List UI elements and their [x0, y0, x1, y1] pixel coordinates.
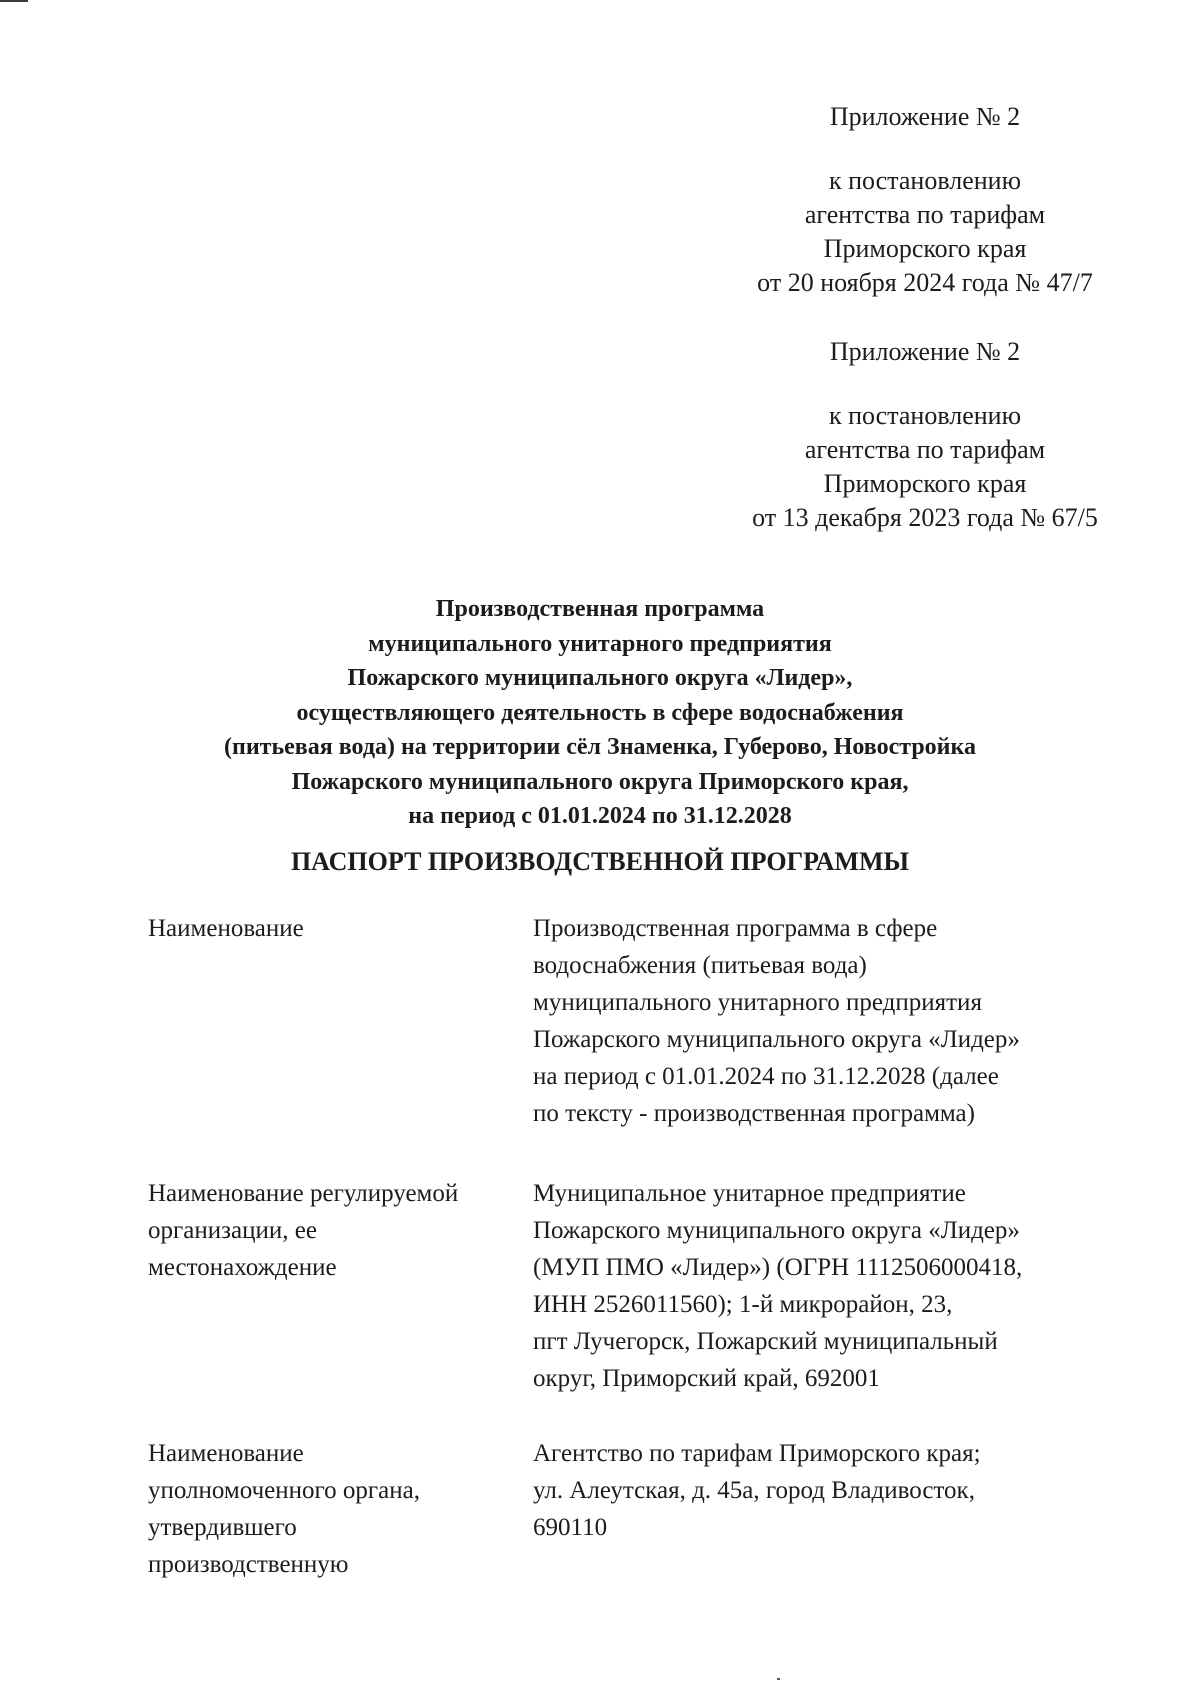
label-line: Наименование: [148, 915, 304, 942]
passport-heading: ПАСПОРТ ПРОИЗВОДСТВЕННОЙ ПРОГРАММЫ: [290, 847, 910, 876]
label-line: производственную: [148, 1551, 349, 1578]
annex-line: к постановлению: [828, 166, 1022, 195]
value-line: ул. Алеутская, д. 45а, город Владивосток,: [533, 1477, 975, 1504]
program-title-line: осуществляющего деятельность в сфере водоснабжения: [296, 699, 904, 726]
passport-row-value: [533, 1175, 1093, 1397]
annex-line: к постановлению: [828, 401, 1022, 430]
value-line: Производственная программа в сфере: [533, 915, 938, 942]
value-line: (МУП ПМО «Лидер») (ОГРН 1112506000418,: [533, 1254, 1023, 1281]
passport-row-label: [148, 1175, 528, 1286]
value-line: на период с 01.01.2024 по 31.12.2028 (далее: [533, 1063, 999, 1090]
annex-date-line: от 13 декабря 2023 года № 67/5: [752, 503, 1098, 532]
value-line: 690110: [533, 1514, 608, 1541]
value-line: Пожарского муниципального округа «Лидер»: [533, 1217, 1020, 1244]
value-line: Пожарского муниципального округа «Лидер»: [533, 1026, 1020, 1053]
label-line: уполномоченного органа,: [148, 1477, 420, 1504]
value-line: Муниципальное унитарное предприятие: [533, 1180, 966, 1207]
label-line: организации, ее: [148, 1217, 317, 1244]
annex-block-previous: [705, 335, 1145, 535]
program-title-line: (питьевая вода) на территории сёл Знаменка, Губерово, Новостройка: [224, 734, 976, 760]
annex-block-current: [705, 100, 1145, 300]
scan-corner-mark: [0, 0, 28, 2]
annex-line: Приморского края: [823, 469, 1027, 498]
annex-line: Приморского края: [823, 234, 1027, 263]
annex-title: Приложение № 2: [829, 102, 1021, 131]
passport-row-value: [533, 910, 1093, 1132]
annex-date-line: от 20 ноября 2024 года № 47/7: [757, 268, 1093, 297]
passport-row-label: [148, 1435, 528, 1583]
label-line: местонахождение: [148, 1254, 337, 1281]
value-line: Агентство по тарифам Приморского края;: [533, 1440, 981, 1467]
value-line: округ, Приморский край, 692001: [533, 1365, 880, 1392]
program-title-line: Пожарского муниципального округа Приморского края,: [291, 768, 909, 795]
label-line: утвердившего: [148, 1514, 297, 1541]
program-title-line: муниципального унитарного предприятия: [368, 630, 832, 657]
label-line: Наименование: [148, 1440, 304, 1467]
annex-line: агентства по тарифам: [804, 200, 1046, 229]
program-title-line: Производственная программа: [435, 596, 765, 622]
passport-row-value: [533, 1435, 1093, 1546]
value-line: пгт Лучегорск, Пожарский муниципальный: [533, 1328, 998, 1355]
label-line: Наименование регулируемой: [148, 1180, 459, 1207]
value-line: по тексту - производственная программа): [533, 1100, 975, 1127]
program-title-line: Пожарского муниципального округа «Лидер»,: [347, 665, 853, 691]
scan-speck: [777, 1678, 780, 1680]
value-line: водоснабжения (питьевая вода): [533, 952, 867, 979]
value-line: ИНН 2526011560); 1-й микрорайон, 23,: [533, 1291, 953, 1318]
annex-title: Приложение № 2: [829, 337, 1021, 366]
program-title-line: на период с 01.01.2024 по 31.12.2028: [408, 803, 792, 829]
passport-row-label: [148, 910, 528, 947]
value-line: муниципального унитарного предприятия: [533, 989, 982, 1016]
program-title: [150, 592, 1050, 834]
annex-line: агентства по тарифам: [804, 435, 1046, 464]
